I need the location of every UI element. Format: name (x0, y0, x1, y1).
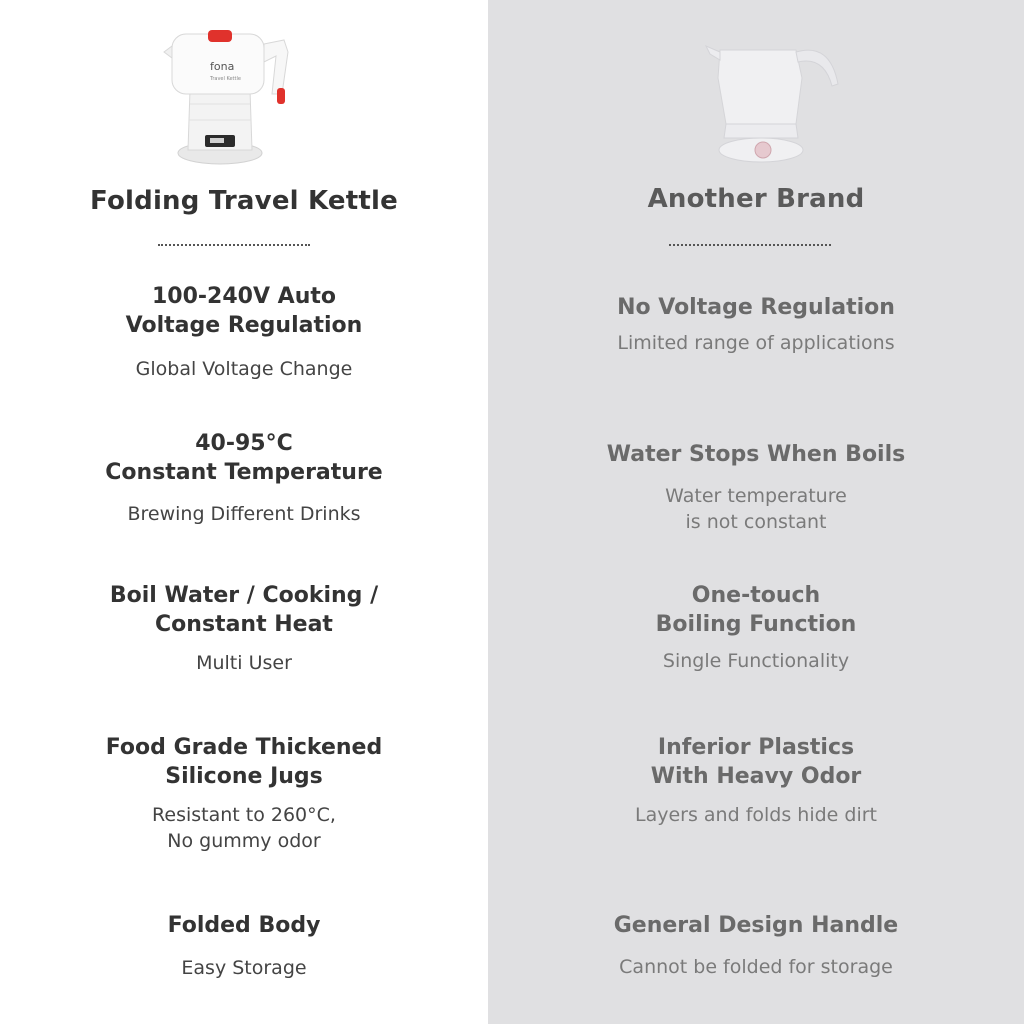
feature-heading: No Voltage Regulation (617, 295, 895, 320)
feature-heading: Inferior Plastics With Heavy Odor (650, 735, 862, 789)
brand-logo: fona (210, 60, 235, 73)
title-divider (158, 244, 310, 246)
feature-heading: General Design Handle (613, 913, 899, 938)
feature-heading: Water Stops When Boils (606, 442, 906, 467)
feature-subtext: Easy Storage (181, 957, 307, 979)
title-divider (669, 244, 831, 246)
competitor-title: Another Brand (647, 184, 865, 214)
feature-heading: Boil Water / Cooking / Constant Heat (109, 583, 379, 637)
feature-subtext: Brewing Different Drinks (127, 503, 361, 525)
feature-subtext: Cannot be folded for storage (619, 956, 893, 978)
feature-heading: One-touch Boiling Function (655, 583, 857, 637)
product-column (0, 0, 488, 1024)
feature-heading: Food Grade Thickened Silicone Jugs (105, 735, 383, 789)
feature-subtext: Global Voltage Change (135, 358, 353, 380)
competitor-kettle-image (700, 38, 850, 168)
feature-heading: 40-95°C Constant Temperature (105, 431, 383, 485)
feature-heading: Folded Body (167, 913, 321, 938)
product-title: Folding Travel Kettle (90, 186, 398, 216)
feature-heading: 100-240V Auto Voltage Regulation (125, 284, 363, 338)
feature-subtext: Water temperature is not constant (665, 485, 847, 533)
feature-subtext: Resistant to 260°C, No gummy odor (152, 804, 336, 852)
feature-subtext: Multi User (196, 652, 292, 674)
folding-kettle-image (160, 22, 300, 172)
feature-subtext: Limited range of applications (617, 332, 895, 354)
competitor-column (488, 0, 1024, 1024)
feature-subtext: Layers and folds hide dirt (635, 804, 877, 826)
feature-subtext: Single Functionality (662, 650, 850, 672)
svg-text:Travel Kettle: Travel Kettle (210, 76, 241, 82)
